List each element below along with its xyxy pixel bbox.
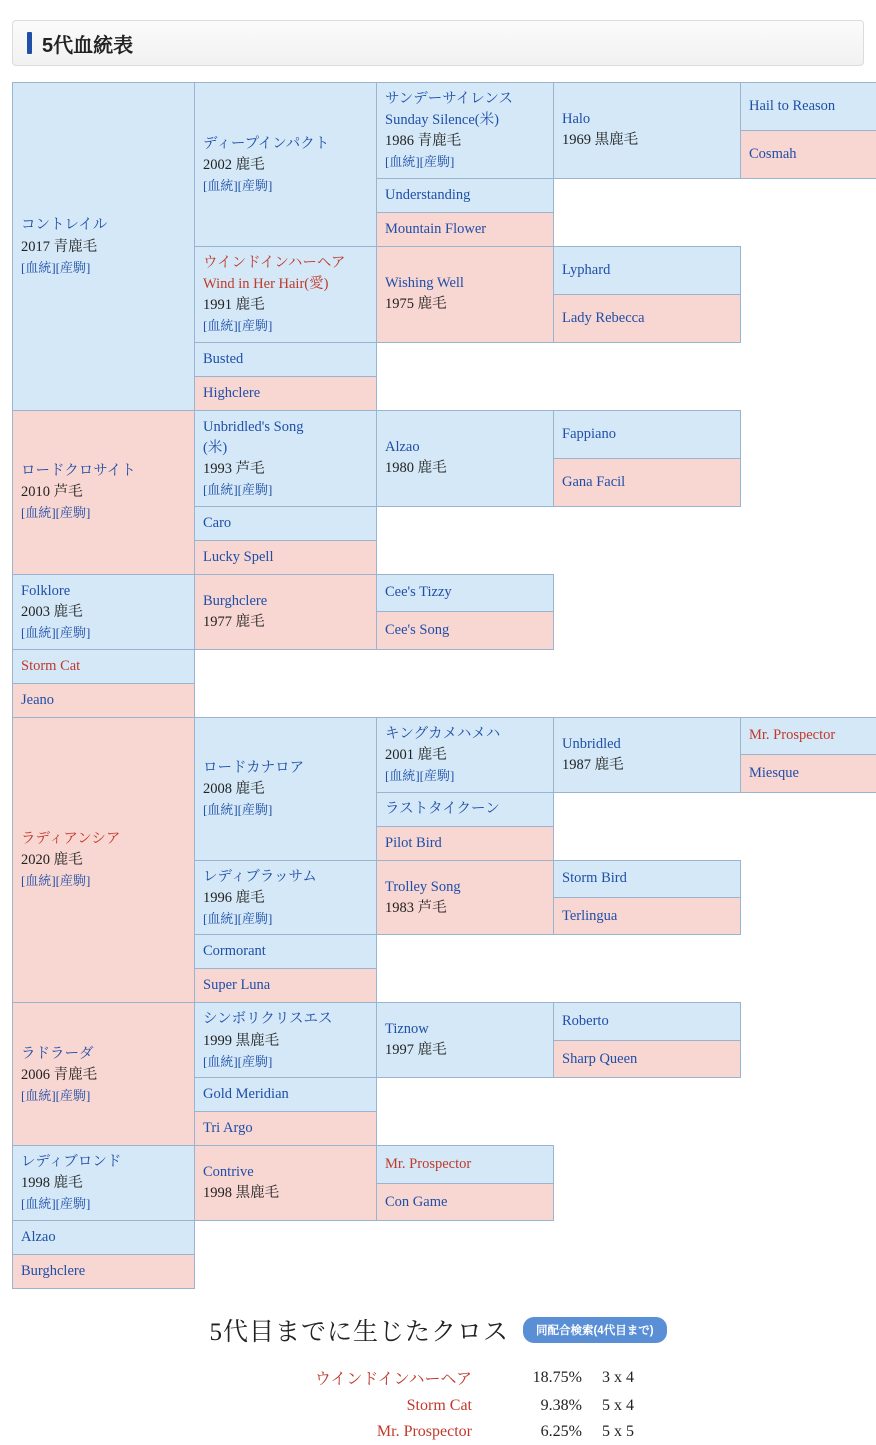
cross-percent: 18.75% <box>482 1362 592 1393</box>
pedigree-cell-gen5-14[interactable] <box>377 1146 554 1183</box>
horse-name: Sharp Queen <box>562 1049 732 1070</box>
pedigree-cell-gen2-2[interactable] <box>195 717 377 860</box>
link-blood[interactable]: [血統] <box>21 625 56 640</box>
horse-name: Fappiano <box>562 424 732 445</box>
horse-name: Tiznow <box>385 1019 545 1040</box>
pedigree-cell-gen2-0[interactable] <box>195 83 377 247</box>
horse-name: Alzao <box>385 437 545 458</box>
horse-links[interactable] <box>21 259 186 278</box>
pedigree-cell-gen4-7[interactable] <box>195 1146 377 1221</box>
horse-year: 2002 鹿毛 <box>203 155 368 176</box>
pedigree-cell-gen5-21[interactable] <box>554 898 741 935</box>
horse-links[interactable] <box>203 177 368 196</box>
link-foal[interactable]: [産駒] <box>56 1088 91 1103</box>
horse-year: 1998 鹿毛 <box>21 1173 186 1194</box>
horse-name: ラドラーダ <box>21 1044 186 1065</box>
accent-bar-icon <box>27 32 32 54</box>
horse-name: Gold Meridian <box>203 1084 368 1105</box>
pedigree-cell-gen4-3[interactable] <box>195 574 377 649</box>
pedigree-cell-gen3-7[interactable] <box>13 1146 195 1221</box>
horse-links[interactable] <box>203 910 368 929</box>
horse-name: Mr. Prospector <box>385 1154 545 1175</box>
horse-name: Cosmah <box>749 144 876 165</box>
horse-name: Storm Cat <box>21 656 186 677</box>
link-foal[interactable]: [産駒] <box>56 1196 91 1211</box>
cross-table <box>232 1362 644 1445</box>
link-blood[interactable]: [血統] <box>21 260 56 275</box>
horse-name: Cee's Tizzy <box>385 582 545 603</box>
pedigree-cell-gen5-25[interactable] <box>554 1040 741 1077</box>
horse-name: Unbridled's Song <box>203 417 368 438</box>
pedigree-cell-gen5-15[interactable] <box>13 683 195 717</box>
table-row <box>13 683 876 717</box>
horse-name: Storm Bird <box>562 868 732 889</box>
cross-percent: 9.38% <box>482 1393 592 1419</box>
link-blood[interactable]: [血統] <box>203 911 238 926</box>
horse-name: Wishing Well <box>385 273 545 294</box>
pedigree-cell-gen5-13[interactable] <box>377 612 554 649</box>
table-row <box>13 1255 876 1289</box>
horse-name: キングカメハメハ <box>385 724 545 745</box>
table-row <box>13 649 876 683</box>
horse-name: コントレイル <box>21 215 186 236</box>
horse-links[interactable] <box>203 1053 368 1072</box>
link-blood[interactable]: [血統] <box>203 482 238 497</box>
pedigree-cell-gen4-1[interactable] <box>377 246 554 342</box>
link-foal[interactable]: [産駒] <box>238 911 273 926</box>
horse-links[interactable] <box>21 624 186 643</box>
horse-year: 1969 黒鹿毛 <box>562 130 732 151</box>
horse-name: Cormorant <box>203 941 368 962</box>
pedigree-cell-gen5-4[interactable] <box>554 410 741 458</box>
pedigree-cell-gen5-23[interactable] <box>195 969 377 1003</box>
horse-name: Gana Facil <box>562 472 732 493</box>
horse-name-alt: Wind in Her Hair(愛) <box>203 274 368 295</box>
horse-name: ラディアンシア <box>21 829 186 850</box>
horse-name-alt: (米) <box>203 438 368 459</box>
pedigree-cell-gen3-1[interactable] <box>195 246 377 342</box>
horse-year: 1991 鹿毛 <box>203 295 368 316</box>
cross-generation: 3 x 4 <box>592 1362 644 1393</box>
horse-year: 1996 鹿毛 <box>203 888 368 909</box>
pedigree-cell-gen5-9[interactable] <box>554 458 741 506</box>
pedigree-cell-gen4-2[interactable] <box>377 410 554 506</box>
pedigree-cell-gen5-2[interactable] <box>554 246 741 294</box>
cross-generation: 5 x 5 <box>592 1419 644 1445</box>
horse-name: サンデーサイレンス <box>385 89 545 110</box>
pedigree-cell-gen4-0[interactable] <box>554 83 741 179</box>
link-foal[interactable]: [産駒] <box>420 768 455 783</box>
table-row <box>13 717 876 754</box>
horse-name: Mountain Flower <box>385 219 545 240</box>
pedigree-cell-gen5-9[interactable] <box>377 792 554 826</box>
horse-name: Trolley Song <box>385 877 545 898</box>
horse-year: 1983 芦毛 <box>385 898 545 919</box>
link-foal[interactable]: [産駒] <box>238 1054 273 1069</box>
pedigree-cell-gen5-17[interactable] <box>741 755 876 792</box>
link-foal[interactable]: [産駒] <box>56 260 91 275</box>
horse-name: Mr. Prospector <box>749 725 876 746</box>
horse-name: シンボリクリスエス <box>203 1009 368 1030</box>
horse-name: Alzao <box>21 1227 186 1248</box>
pedigree-cell-gen3-6[interactable] <box>195 1003 377 1078</box>
pedigree-cell-gen5-12[interactable] <box>554 1003 741 1040</box>
horse-name-alt: Sunday Silence(米) <box>385 110 545 131</box>
horse-links[interactable] <box>203 801 368 820</box>
horse-name: Understanding <box>385 185 545 206</box>
horse-links[interactable] <box>21 872 186 891</box>
cross-name[interactable]: Storm Cat <box>232 1393 482 1419</box>
table-row <box>13 410 876 458</box>
horse-year: 2010 芦毛 <box>21 482 186 503</box>
pedigree-cell-gen5-5[interactable] <box>554 294 741 342</box>
table-row <box>13 1221 876 1255</box>
link-blood[interactable]: [血統] <box>203 178 238 193</box>
pedigree-cell-gen4-5[interactable] <box>377 860 554 935</box>
pedigree-cell-gen1-1[interactable] <box>13 717 195 1003</box>
panel-header <box>12 20 864 66</box>
horse-year: 1986 青鹿毛 <box>385 131 545 152</box>
horse-links[interactable] <box>21 504 186 523</box>
horse-year: 1999 黒鹿毛 <box>203 1031 368 1052</box>
cross-name[interactable]: Mr. Prospector <box>232 1419 482 1445</box>
horse-name: Lady Rebecca <box>562 308 732 329</box>
pedigree-cell-gen5-15[interactable] <box>13 1221 195 1255</box>
cross-name[interactable]: ウインドインハーヘア <box>232 1362 482 1393</box>
pedigree-cell-gen3-5[interactable] <box>195 860 377 935</box>
cross-generation: 5 x 4 <box>592 1393 644 1419</box>
link-blood[interactable]: [血統] <box>203 318 238 333</box>
pedigree-cell-gen5-13[interactable] <box>195 1078 377 1112</box>
page-title: 5代血統表 <box>42 29 133 58</box>
pedigree-cell-gen3-3[interactable] <box>13 574 195 649</box>
pedigree-cell-gen5-8[interactable] <box>741 717 876 754</box>
horse-year: 1993 芦毛 <box>203 459 368 480</box>
horse-name: Folklore <box>21 581 186 602</box>
horse-name: ウインドインハーヘア <box>203 253 368 274</box>
table-row <box>13 1003 876 1040</box>
table-row <box>232 1419 644 1445</box>
link-foal[interactable]: [産駒] <box>56 505 91 520</box>
pedigree-cell-gen5-11[interactable] <box>195 935 377 969</box>
horse-name: Pilot Bird <box>385 833 545 854</box>
horse-name: ラストタイクーン <box>385 799 545 820</box>
link-blood[interactable]: [血統] <box>203 802 238 817</box>
pedigree-cell-gen3-4[interactable] <box>377 717 554 792</box>
horse-name: Cee's Song <box>385 620 545 641</box>
horse-name: レディブロンド <box>21 1152 186 1173</box>
horse-year: 1997 鹿毛 <box>385 1040 545 1061</box>
link-blood[interactable]: [血統] <box>21 873 56 888</box>
link-blood[interactable]: [血統] <box>21 1088 56 1103</box>
horse-name: レディブラッサム <box>203 867 368 888</box>
horse-name: Hail to Reason <box>749 96 876 117</box>
pedigree-table <box>12 82 876 1289</box>
horse-name: Halo <box>562 109 732 130</box>
pedigree-cell-gen5-3[interactable] <box>377 212 554 246</box>
table-row <box>232 1393 644 1419</box>
pedigree-cell-gen5-1[interactable] <box>377 178 554 212</box>
horse-name: ロードクロサイト <box>21 461 186 482</box>
horse-year: 1975 鹿毛 <box>385 294 545 315</box>
pedigree-cell-gen4-6[interactable] <box>377 1003 554 1078</box>
pedigree-cell-gen5-1[interactable] <box>741 130 876 178</box>
pedigree-cell-gen5-7[interactable] <box>195 376 377 410</box>
table-row <box>13 1146 876 1183</box>
horse-links[interactable] <box>385 153 545 172</box>
pedigree-cell-gen1-0[interactable] <box>13 83 195 411</box>
link-blood[interactable]: [血統] <box>21 505 56 520</box>
link-blood[interactable]: [血統] <box>203 1054 238 1069</box>
horse-name: Lucky Spell <box>203 547 368 568</box>
horse-name: Burghclere <box>21 1261 186 1282</box>
horse-name: Caro <box>203 513 368 534</box>
link-blood[interactable]: [血統] <box>385 154 420 169</box>
horse-year: 2001 鹿毛 <box>385 745 545 766</box>
horse-links[interactable] <box>385 767 545 786</box>
horse-name: Con Game <box>385 1192 545 1213</box>
link-foal[interactable]: [産駒] <box>238 318 273 333</box>
pedigree-cell-gen5-31[interactable] <box>13 1255 195 1289</box>
pedigree-cell-gen2-3[interactable] <box>13 1003 195 1146</box>
link-foal[interactable]: [産駒] <box>420 154 455 169</box>
link-foal[interactable]: [産駒] <box>238 802 273 817</box>
pedigree-cell-gen5-3[interactable] <box>195 342 377 376</box>
horse-links[interactable] <box>203 481 368 500</box>
horse-year: 2006 青鹿毛 <box>21 1065 186 1086</box>
horse-year: 1987 鹿毛 <box>562 755 732 776</box>
table-row <box>232 1362 644 1393</box>
table-row <box>13 574 876 611</box>
link-foal[interactable]: [産駒] <box>56 873 91 888</box>
pedigree-cell-gen2-1[interactable] <box>13 410 195 574</box>
cross-title: 5代目までに生じたクロス <box>209 1312 509 1348</box>
horse-name: Lyphard <box>562 260 732 281</box>
cross-header <box>12 1312 864 1348</box>
horse-links[interactable] <box>21 1087 186 1106</box>
horse-year: 1980 鹿毛 <box>385 458 545 479</box>
pedigree-cell-gen5-10[interactable] <box>554 860 741 897</box>
horse-year: 2008 鹿毛 <box>203 779 368 800</box>
horse-name: Contrive <box>203 1162 368 1183</box>
link-foal[interactable]: [産駒] <box>56 625 91 640</box>
horse-name: Unbridled <box>562 734 732 755</box>
horse-year: 1977 鹿毛 <box>203 612 368 633</box>
horse-name: Busted <box>203 349 368 370</box>
horse-year: 2003 鹿毛 <box>21 602 186 623</box>
link-foal[interactable]: [産駒] <box>238 482 273 497</box>
table-row <box>13 83 876 131</box>
horse-name: ディープインパクト <box>203 134 368 155</box>
pedigree-cell-gen5-0[interactable] <box>741 83 876 131</box>
horse-name: Tri Argo <box>203 1118 368 1139</box>
horse-name: Miesque <box>749 763 876 784</box>
horse-name: Super Luna <box>203 975 368 996</box>
pedigree-cell-gen3-2[interactable] <box>195 410 377 506</box>
horse-name: ロードカナロア <box>203 758 368 779</box>
horse-name: Terlingua <box>562 906 732 927</box>
pedigree-cell-gen5-19[interactable] <box>377 826 554 860</box>
horse-name: Jeano <box>21 690 186 711</box>
link-blood[interactable]: [血統] <box>385 768 420 783</box>
horse-links[interactable] <box>203 317 368 336</box>
pedigree-cell-gen5-27[interactable] <box>195 1112 377 1146</box>
link-foal[interactable]: [産駒] <box>238 178 273 193</box>
page-root <box>0 20 876 1445</box>
pedigree-cell-gen3-0[interactable] <box>377 83 554 179</box>
horse-year: 1998 黒鹿毛 <box>203 1183 368 1204</box>
horse-year: 2020 鹿毛 <box>21 850 186 871</box>
horse-name: Highclere <box>203 383 368 404</box>
pedigree-cell-gen5-11[interactable] <box>195 540 377 574</box>
pedigree-cell-gen5-6[interactable] <box>377 574 554 611</box>
horse-name: Roberto <box>562 1011 732 1032</box>
pedigree-cell-gen5-29[interactable] <box>377 1183 554 1220</box>
cross-percent: 6.25% <box>482 1419 592 1445</box>
same-mating-search-button[interactable]: 同配合検索(4代目まで) <box>523 1317 667 1343</box>
pedigree-cell-gen5-5[interactable] <box>195 506 377 540</box>
horse-name: Burghclere <box>203 591 368 612</box>
pedigree-cell-gen4-4[interactable] <box>554 717 741 792</box>
horse-year: 2017 青鹿毛 <box>21 237 186 258</box>
pedigree-cell-gen5-7[interactable] <box>13 649 195 683</box>
horse-links[interactable] <box>21 1195 186 1214</box>
link-blood[interactable]: [血統] <box>21 1196 56 1211</box>
